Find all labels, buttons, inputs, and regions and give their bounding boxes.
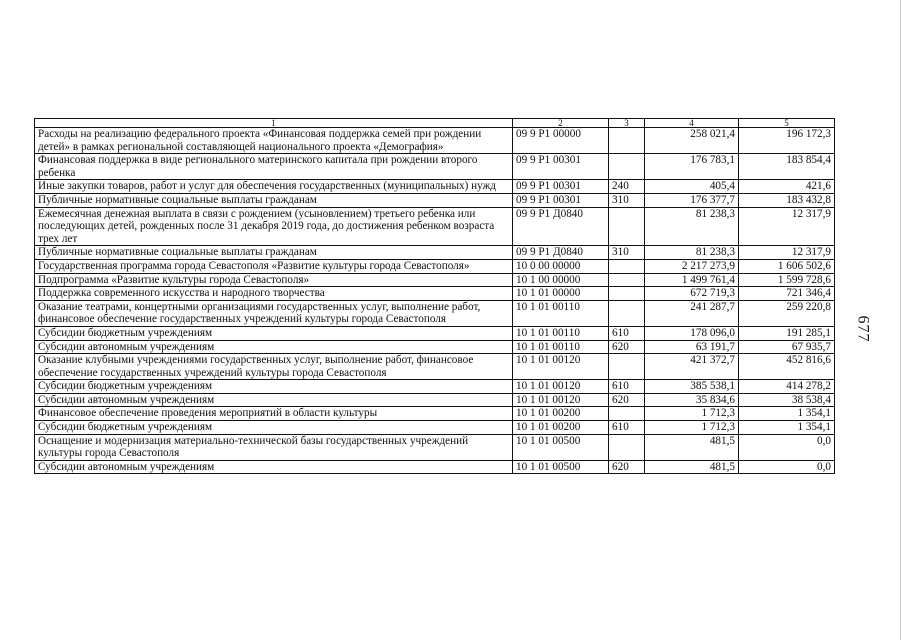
table-row xyxy=(35,259,835,273)
expense-type xyxy=(609,354,645,380)
header-cell: 5 xyxy=(739,119,835,128)
expense-type xyxy=(609,407,645,421)
kbk-code: 10 1 01 00500 xyxy=(513,434,609,460)
kbk-code: 10 1 01 00200 xyxy=(513,421,609,435)
expense-type xyxy=(609,128,645,154)
row-name: Государственная программа города Севастополя «Развитие культуры города Севастополя» xyxy=(35,259,513,273)
amount-year-2: 0,0 xyxy=(739,434,835,460)
amount-year-1: 385 538,1 xyxy=(645,380,739,394)
amount-year-2: 67 935,7 xyxy=(739,340,835,354)
kbk-code: 10 1 00 00000 xyxy=(513,273,609,287)
amount-year-2: 1 599 728,6 xyxy=(739,273,835,287)
amount-year-2: 1 354,1 xyxy=(739,421,835,435)
expense-type xyxy=(609,154,645,180)
expense-type: 620 xyxy=(609,340,645,354)
budget-table xyxy=(34,118,835,474)
amount-year-1: 1 712,3 xyxy=(645,421,739,435)
expense-type: 610 xyxy=(609,326,645,340)
amount-year-2: 259 220,8 xyxy=(739,300,835,326)
amount-year-2: 0,0 xyxy=(739,460,835,474)
amount-year-2: 12 317,9 xyxy=(739,207,835,246)
row-name: Расходы на реализацию федерального проекта «Финансовая поддержка семей при рождении детей» в рамках региональной составляющей национального проекта «Демография» xyxy=(35,128,513,154)
table-row xyxy=(35,354,835,380)
amount-year-2: 1 354,1 xyxy=(739,407,835,421)
table-row xyxy=(35,273,835,287)
table-row xyxy=(35,246,835,260)
row-name: Субсидии автономным учреждениям xyxy=(35,393,513,407)
amount-year-1: 672 719,3 xyxy=(645,287,739,301)
kbk-code: 09 9 P1 Д0840 xyxy=(513,246,609,260)
header-cell: 1 xyxy=(35,119,513,128)
table-row xyxy=(35,207,835,246)
kbk-code: 10 0 00 00000 xyxy=(513,259,609,273)
amount-year-1: 178 096,0 xyxy=(645,326,739,340)
amount-year-1: 258 021,4 xyxy=(645,128,739,154)
row-name: Поддержка современного искусства и народного творчества xyxy=(35,287,513,301)
table-row xyxy=(35,326,835,340)
table-row xyxy=(35,393,835,407)
row-name: Субсидии бюджетным учреждениям xyxy=(35,421,513,435)
amount-year-2: 421,6 xyxy=(739,180,835,194)
amount-year-2: 183 854,4 xyxy=(739,154,835,180)
amount-year-2: 183 432,8 xyxy=(739,193,835,207)
row-name: Оказание клубными учреждениями государственных услуг, выполнение работ, финансовое обеспечение государственных учреждений культуры города Севастополя xyxy=(35,354,513,380)
expense-type xyxy=(609,287,645,301)
kbk-code: 10 1 01 00110 xyxy=(513,340,609,354)
table-row xyxy=(35,287,835,301)
header-cell: 3 xyxy=(609,119,645,128)
amount-year-1: 81 238,3 xyxy=(645,246,739,260)
expense-type: 310 xyxy=(609,246,645,260)
amount-year-1: 241 287,7 xyxy=(645,300,739,326)
amount-year-2: 12 317,9 xyxy=(739,246,835,260)
kbk-code: 10 1 01 00120 xyxy=(513,354,609,380)
table-row xyxy=(35,340,835,354)
row-name: Субсидии бюджетным учреждениям xyxy=(35,380,513,394)
expense-type xyxy=(609,273,645,287)
table-row xyxy=(35,421,835,435)
amount-year-1: 481,5 xyxy=(645,460,739,474)
amount-year-2: 1 606 502,6 xyxy=(739,259,835,273)
amount-year-1: 63 191,7 xyxy=(645,340,739,354)
table-row xyxy=(35,460,835,474)
row-name: Публичные нормативные социальные выплаты гражданам xyxy=(35,246,513,260)
expense-type: 620 xyxy=(609,460,645,474)
kbk-code: 10 1 01 00000 xyxy=(513,287,609,301)
amount-year-1: 405,4 xyxy=(645,180,739,194)
header-row xyxy=(35,119,835,128)
row-name: Публичные нормативные социальные выплаты гражданам xyxy=(35,193,513,207)
kbk-code: 10 1 01 00120 xyxy=(513,380,609,394)
table-row xyxy=(35,300,835,326)
expense-type xyxy=(609,300,645,326)
table-row xyxy=(35,128,835,154)
table-row xyxy=(35,407,835,421)
amount-year-2: 38 538,4 xyxy=(739,393,835,407)
kbk-code: 09 9 P1 00301 xyxy=(513,154,609,180)
amount-year-1: 176 377,7 xyxy=(645,193,739,207)
amount-year-1: 176 783,1 xyxy=(645,154,739,180)
kbk-code: 10 1 01 00120 xyxy=(513,393,609,407)
amount-year-1: 2 217 273,9 xyxy=(645,259,739,273)
row-name: Субсидии автономным учреждениям xyxy=(35,340,513,354)
row-name: Подпрограмма «Развитие культуры города Севастополя» xyxy=(35,273,513,287)
kbk-code: 10 1 01 00200 xyxy=(513,407,609,421)
kbk-code: 10 1 01 00500 xyxy=(513,460,609,474)
expense-type: 310 xyxy=(609,193,645,207)
amount-year-1: 481,5 xyxy=(645,434,739,460)
header-cell: 2 xyxy=(513,119,609,128)
row-name: Оказание театрами, концертными организациями государственных услуг, выполнение работ, финансовое обеспечение государственных учреждений культуры города Севастополя xyxy=(35,300,513,326)
amount-year-1: 35 834,6 xyxy=(645,393,739,407)
table-row xyxy=(35,434,835,460)
row-name: Финансовое обеспечение проведения мероприятий в области культуры xyxy=(35,407,513,421)
row-name: Оснащение и модернизация материально-технической базы государственных учреждений культуры города Севастополя xyxy=(35,434,513,460)
row-name: Субсидии бюджетным учреждениям xyxy=(35,326,513,340)
kbk-code: 09 9 P1 00301 xyxy=(513,193,609,207)
kbk-code: 10 1 01 00110 xyxy=(513,326,609,340)
amount-year-2: 414 278,2 xyxy=(739,380,835,394)
amount-year-2: 721 346,4 xyxy=(739,287,835,301)
expense-type xyxy=(609,434,645,460)
page-number: 677 xyxy=(854,315,872,343)
amount-year-2: 452 816,6 xyxy=(739,354,835,380)
table-row xyxy=(35,154,835,180)
table-row xyxy=(35,380,835,394)
expense-type: 240 xyxy=(609,180,645,194)
kbk-code: 09 9 P1 Д0840 xyxy=(513,207,609,246)
expense-type: 610 xyxy=(609,421,645,435)
row-name: Иные закупки товаров, работ и услуг для обеспечения государственных (муниципальных) нужд xyxy=(35,180,513,194)
expense-type xyxy=(609,259,645,273)
expense-type: 620 xyxy=(609,393,645,407)
row-name: Ежемесячная денежная выплата в связи с рождением (усыновлением) третьего ребенка или последующих детей, рожденных после 31 декабря 2019 года, до достижения ребенком возраста трех лет xyxy=(35,207,513,246)
amount-year-2: 191 285,1 xyxy=(739,326,835,340)
amount-year-1: 81 238,3 xyxy=(645,207,739,246)
amount-year-1: 421 372,7 xyxy=(645,354,739,380)
kbk-code: 09 9 P1 00000 xyxy=(513,128,609,154)
row-name: Субсидии автономным учреждениям xyxy=(35,460,513,474)
row-name: Финансовая поддержка в виде регионального материнского капитала при рождении второго ребенка xyxy=(35,154,513,180)
amount-year-1: 1 499 761,4 xyxy=(645,273,739,287)
table-row xyxy=(35,180,835,194)
expense-type xyxy=(609,207,645,246)
expense-type: 610 xyxy=(609,380,645,394)
header-cell: 4 xyxy=(645,119,739,128)
table-row xyxy=(35,193,835,207)
kbk-code: 09 9 P1 00301 xyxy=(513,180,609,194)
amount-year-1: 1 712,3 xyxy=(645,407,739,421)
amount-year-2: 196 172,3 xyxy=(739,128,835,154)
kbk-code: 10 1 01 00110 xyxy=(513,300,609,326)
